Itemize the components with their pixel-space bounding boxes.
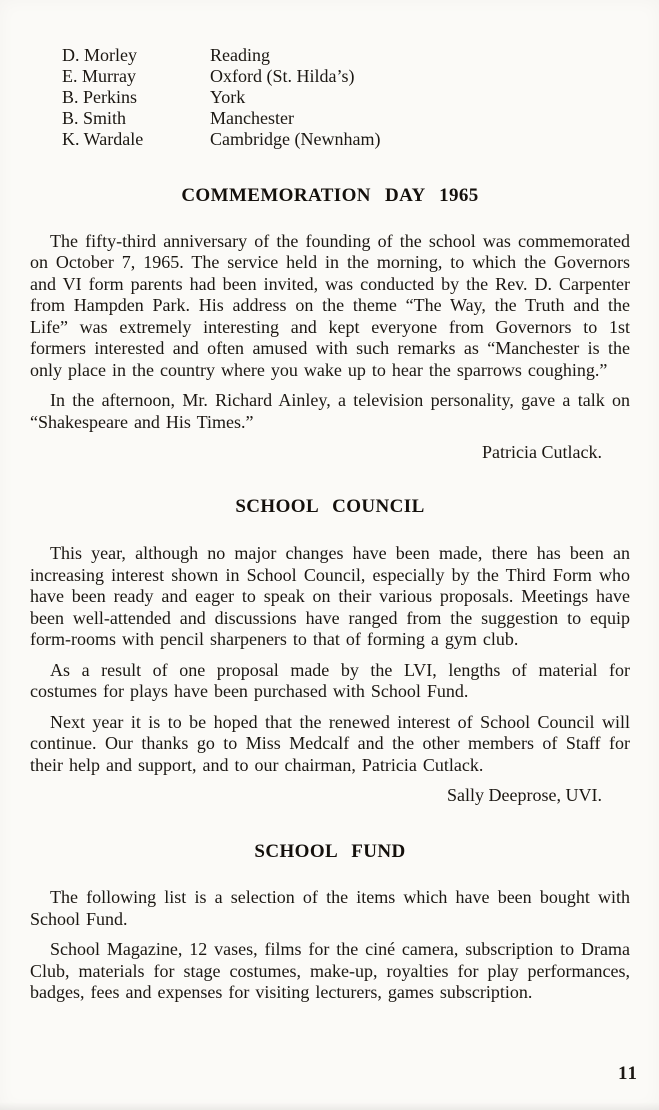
paragraph: The following list is a selection of the items which have been bought with School Fund. <box>30 887 630 929</box>
list-item <box>62 66 630 87</box>
section-heading: SCHOOL FUND <box>254 840 406 862</box>
graduate-name: K. Wardale <box>62 129 144 149</box>
graduate-name: D. Morley <box>62 45 137 65</box>
paragraph: As a result of one proposal made by the LVI, lengths of material for costumes for plays have been purchased with School Fund. <box>30 659 630 701</box>
paragraph: In the afternoon, Mr. Richard Ainley, a television personality, gave a talk on “Shakespeare and His Times.” <box>30 390 630 432</box>
graduates-list <box>62 45 630 150</box>
paragraph: This year, although no major changes have been made, there has been an increasing interest shown in School Council, especially by the Third Form who have been ready and eager to speak on their various proposals. Meetings have been well-attended and discussions have ranged from the suggestion to equip form-rooms with pencil sharpeners to that of forming a gym club. <box>30 543 630 649</box>
paragraph: The fifty-third anniversary of the founding of the school was commemorated on October 7, 1965. The service held in the morning, to which the Governors and VI form parents had been invited, was conducted by the Rev. D. Carpenter from Hampden Park. His address on the theme “The Way, the Truth and the Life” was extremely interesting and kept everyone from Governors to 1st formers interested and often amused with such remarks as “Manchester is the only place in the country where you wake up to hear the sparrows coughing.” <box>30 230 630 380</box>
page-content <box>30 0 630 1013</box>
list-item <box>62 45 630 66</box>
signature: Patricia Cutlack. <box>482 442 602 462</box>
paragraph: School Magazine, 12 vases, films for the ciné camera, subscription to Drama Club, materials for stage costumes, make-up, royalties for play performances, badges, fees and expenses for visiting lecturers, games subscription. <box>30 939 630 1002</box>
section-commemoration-day <box>30 185 630 464</box>
section-school-fund <box>30 841 630 1004</box>
section-heading: COMMEMORATION DAY 1965 <box>181 185 479 206</box>
paragraph: Next year it is to be hoped that the renewed interest of School Council will continue. Our thanks go to Miss Medcalf and the other members of Staff for their help and support, and to our chairman, Patricia Cutlack. <box>30 711 630 775</box>
list-item <box>62 108 630 129</box>
graduate-name: B. Smith <box>62 108 127 128</box>
graduate-destination: York <box>210 87 246 107</box>
graduate-destination: Manchester <box>210 108 294 128</box>
graduate-destination: Cambridge (Newnham) <box>210 129 381 149</box>
graduate-name: B. Perkins <box>62 87 138 107</box>
graduate-destination: Oxford (St. Hilda’s) <box>210 66 355 86</box>
list-item <box>62 129 630 150</box>
section-school-council <box>30 496 630 807</box>
graduate-destination: Reading <box>210 45 270 65</box>
scan-shadow <box>0 1102 659 1110</box>
section-heading: SCHOOL COUNCIL <box>235 495 425 517</box>
list-item <box>62 87 630 108</box>
signature: Sally Deeprose, UVI. <box>447 785 602 805</box>
graduate-name: E. Murray <box>62 66 136 86</box>
page-number: 11 <box>618 1063 638 1084</box>
